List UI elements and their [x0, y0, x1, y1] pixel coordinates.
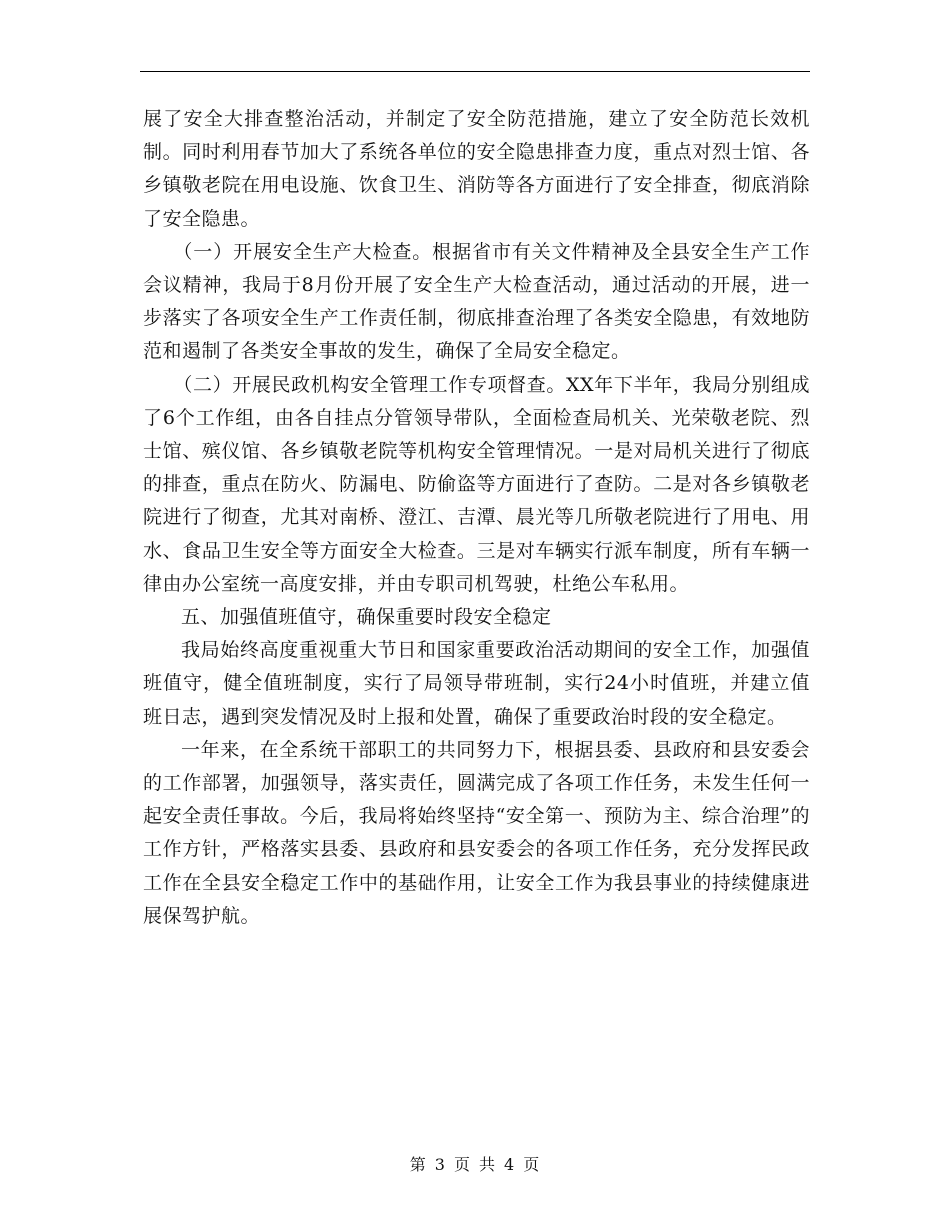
header-rule [140, 71, 810, 72]
footer-current-page: 3 [434, 1155, 446, 1174]
paragraph-continuation: 展了安全大排查整治活动，并制定了安全防范措施，建立了安全防范长效机制。同时利用春节加大了系统各单位的安全隐患排查力度，重点对烈士馆、各乡镇敬老院在用电设施、饮食卫生、消防等各方面进行了安全排查，彻底消除了安全隐患。 [143, 108, 810, 230]
footer-page-prefix: 第 [409, 1155, 427, 1174]
document-body [143, 103, 810, 933]
paragraph-duty: 我局始终高度重视重大节日和国家重要政治活动期间的安全工作，加强值班值守，健全值班制度，实行了局领导带班制，实行24小时值班，并建立值班日志，遇到突发情况及时上报和处置，确保了重要政治时段的安全稳定。 [143, 639, 810, 728]
paragraph-safety-inspection: （一）开展安全生产大检查。根据省市有关文件精神及全县安全生产工作会议精神，我局于8月份开展了安全生产大检查活动，通过活动的开展，进一步落实了各项安全生产工作责任制，彻底排查治理了各类安全隐患，有效地防范和遏制了各类安全事故的发生，确保了全局安全稳定。 [143, 240, 810, 363]
footer-total-prefix: 共 [479, 1155, 497, 1174]
page-number-footer [0, 1152, 950, 1175]
paragraph-summary: 一年来，在全系统干部职工的共同努力下，根据县委、县政府和县安委会的工作部署，加强领导，落实责任，圆满完成了各项工作任务，未发生任何一起安全责任事故。今后，我局将始终坚持“安全第一、预防为主、综合治理”的工作方针，严格落实县委、县政府和县安委会的各项工作任务，充分发挥民政工作在全县安全稳定工作中的基础作用，让安全工作为我县事业的持续健康进展保驾护航。 [143, 738, 810, 927]
footer-total-pages: 4 [504, 1155, 516, 1174]
footer-total-unit: 页 [523, 1155, 541, 1174]
footer-page-unit: 页 [453, 1155, 471, 1174]
paragraph-special-supervision: （二）开展民政机构安全管理工作专项督查。XX年下半年，我局分别组成了6个工作组，由各自挂点分管领导带队，全面检查局机关、光荣敬老院、烈士馆、殡仪馆、各乡镇敬老院等机构安全管理情况。一是对局机关进行了彻底的排查，重点在防火、防漏电、防偷盗等方面进行了查防。二是对各乡镇敬老院进行了彻查，尤其对南桥、澄江、吉潭、晨光等几所敬老院进行了用电、用水、食品卫生安全等方面安全大检查。三是对车辆实行派车制度，所有车辆一律由办公室统一高度安排，并由专职司机驾驶，杜绝公车私用。 [143, 373, 810, 595]
section-heading-duty: 五、加强值班值守，确保重要时段安全稳定 [181, 606, 552, 629]
